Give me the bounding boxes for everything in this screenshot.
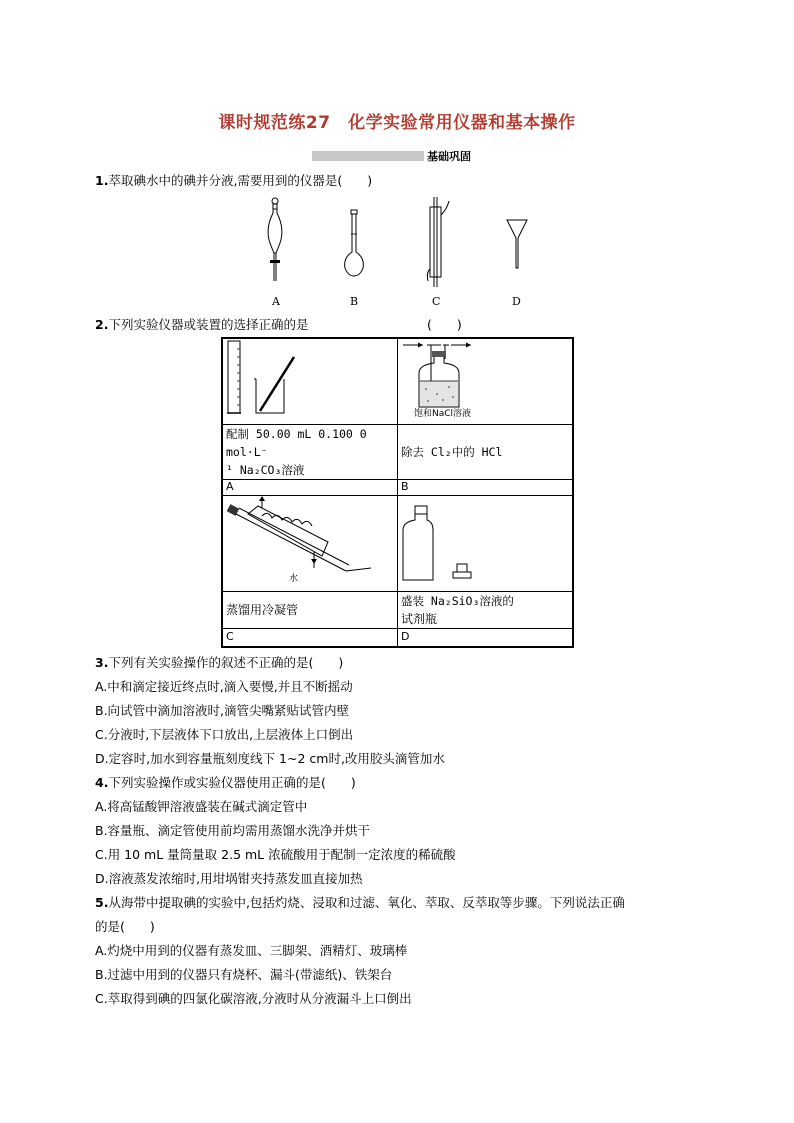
q4-option-c: C.用 10 mL 量筒量取 2.5 mL 浓硫酸用于配制一定浓度的稀硫酸 bbox=[95, 847, 456, 862]
q5-option-c: C.萃取得到碘的四氯化碳溶液,分液时从分液漏斗上口倒出 bbox=[95, 991, 412, 1006]
q4-option-a: A.将高锰酸钾溶液盛装在碱式滴定管中 bbox=[95, 799, 308, 814]
q4-option-b: B.容量瓶、滴定管使用前均需用蒸馏水洗净并烘干 bbox=[95, 823, 371, 838]
q5-text-line1: 从海带中提取碘的实验中,包括灼烧、浸取和过滤、氧化、萃取、反萃取等步骤。下列说法正确 bbox=[108, 895, 625, 910]
q3-text: 下列有关实验操作的叙述不正确的是( ) bbox=[108, 655, 344, 670]
q2-d-desc-line1: 盛装 Na₂SiO₃溶液的 bbox=[401, 594, 514, 608]
q2-cell-b-letter: B bbox=[398, 480, 574, 496]
q2-cell-a-desc bbox=[222, 425, 398, 480]
q2-d-desc-line2: 试剂瓶 bbox=[401, 612, 438, 626]
q1-text: 萃取碘水中的碘并分液,需要用到的仪器是( ) bbox=[108, 173, 373, 188]
q2-cell-d-image bbox=[398, 496, 574, 592]
q1-label-b: B bbox=[350, 295, 359, 308]
q2-a-desc-line2: ¹ Na₂CO₃溶液 bbox=[226, 463, 305, 477]
q2-a-desc-line1: 配制 50.00 mL 0.100 0 mol·L⁻ bbox=[226, 427, 367, 459]
q3-option-c: C.分液时,下层液体下口放出,上层液体上口倒出 bbox=[95, 727, 354, 742]
q5-option-b: B.过滤中用到的仪器只有烧杯、漏斗(带滤纸)、铁架台 bbox=[95, 967, 393, 982]
q2-paren: ( ) bbox=[427, 317, 462, 332]
q5-number: 5. bbox=[95, 895, 109, 910]
section-header bbox=[312, 149, 471, 163]
q2-cell-b-image bbox=[398, 338, 574, 425]
q3-option-d: D.定容时,加水到容量瓶刻度线下 1~2 cm时,改用胶头滴管加水 bbox=[95, 751, 445, 766]
q2-cell-a-image bbox=[222, 338, 398, 425]
q4-option-d: D.溶液蒸发浓缩时,用坩埚钳夹持蒸发皿直接加热 bbox=[95, 871, 363, 886]
q3-option-a: A.中和滴定接近终点时,滴入要慢,并且不断摇动 bbox=[95, 679, 353, 694]
q2-cell-c-letter: C bbox=[222, 629, 398, 647]
q1-number: 1. bbox=[95, 173, 109, 188]
q3-stem bbox=[95, 655, 343, 671]
q2-stem bbox=[95, 317, 308, 333]
q2-b-desc: 除去 Cl₂中的 HCl bbox=[401, 445, 503, 459]
q4-text: 下列实验操作或实验仪器使用正确的是( ) bbox=[108, 775, 356, 790]
q3-option-b: B.向试管中滴加溶液时,滴管尖嘴紧贴试管内壁 bbox=[95, 703, 350, 718]
q2-cell-b-desc bbox=[398, 425, 574, 480]
q2-cell-d-desc bbox=[398, 592, 574, 629]
q2-text: 下列实验仪器或装置的选择正确的是 bbox=[108, 317, 309, 332]
q2-cell-c-desc bbox=[222, 592, 398, 629]
volumetric-flask-icon bbox=[341, 208, 367, 280]
q5-option-a: A.灼烧中用到的仪器有蒸发皿、三脚架、酒精灯、玻璃棒 bbox=[95, 943, 408, 958]
q5-stem bbox=[95, 895, 625, 911]
funnel-icon bbox=[505, 218, 529, 270]
q1-stem bbox=[95, 173, 372, 189]
q1-label-a: A bbox=[272, 295, 280, 308]
q2-cell-a-letter: A bbox=[222, 480, 398, 496]
q1-label-c: C bbox=[432, 295, 441, 308]
separatory-funnel-icon bbox=[262, 195, 288, 287]
q4-number: 4. bbox=[95, 775, 109, 790]
coil-condenser-icon bbox=[226, 496, 376, 586]
q2-number: 2. bbox=[95, 317, 109, 332]
q5-text-line2: 的是( ) bbox=[95, 919, 155, 934]
q2-cell-c-image bbox=[222, 496, 398, 592]
q4-stem bbox=[95, 775, 356, 791]
page-title: 课时规范练27 化学实验常用仪器和基本操作 bbox=[218, 113, 576, 133]
reagent-bottle-icon bbox=[401, 496, 511, 584]
section-bar bbox=[312, 151, 424, 161]
q2-cell-d-letter: D bbox=[398, 629, 574, 647]
graduated-cylinder-beaker-icon bbox=[226, 339, 306, 417]
section-label: 基础巩固 bbox=[427, 150, 471, 163]
condenser-icon bbox=[425, 195, 453, 290]
q1-label-d: D bbox=[512, 295, 521, 308]
q2-options-table bbox=[221, 337, 574, 648]
q2-b-image-label: 饱和NaCl溶液 bbox=[414, 409, 472, 419]
q2-c-desc: 蒸馏用冷凝管 bbox=[226, 603, 299, 617]
q3-number: 3. bbox=[95, 655, 109, 670]
q2-c-image-label: 水 bbox=[289, 574, 299, 584]
